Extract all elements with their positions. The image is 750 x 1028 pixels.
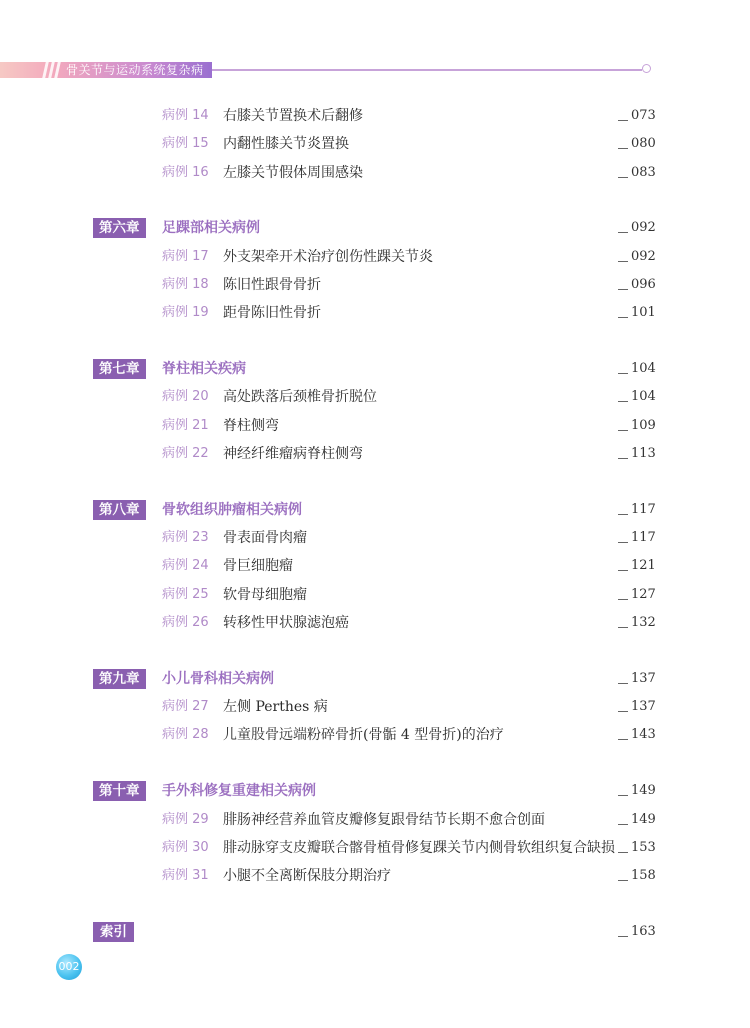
case-number-label: 病例 19: [162, 305, 209, 321]
page-number: 096: [631, 277, 656, 292]
toc-case-row[interactable]: [0, 527, 750, 549]
toc-case-row[interactable]: [0, 696, 750, 718]
page-number: 109: [631, 417, 656, 433]
case-title: 骨巨细胞瘤: [223, 558, 293, 575]
case-title: 小腿不全离断保肢分期治疗: [223, 868, 391, 885]
case-title: 神经纤维瘤病脊柱侧弯: [223, 446, 363, 462]
case-number-label: 病例 27: [162, 699, 209, 715]
case-number-label: 病例 23: [162, 530, 209, 546]
case-title: 距骨陈旧性骨折: [223, 305, 321, 322]
page-number: 113: [631, 446, 656, 461]
case-number-label: 病例 20: [162, 389, 209, 405]
toc-case-row[interactable]: [0, 274, 750, 296]
case-number-label: 病例 25: [162, 586, 209, 602]
toc-case-row[interactable]: [0, 133, 750, 155]
case-title: 儿童股骨远端粉碎骨折(骨骺 4 型骨折)的治疗: [223, 727, 504, 744]
toc-case-row[interactable]: [0, 809, 750, 831]
page-leader-dash: [618, 542, 628, 543]
chapter-title: 手外科修复重建相关病例: [162, 783, 316, 800]
toc-chapter-row[interactable]: [0, 358, 750, 380]
case-number-label: 病例 31: [162, 868, 209, 884]
chapter-number-badge: 第十章: [93, 781, 146, 801]
page-leader-dash: [618, 852, 628, 853]
page-number: 117: [631, 501, 656, 517]
page-number: 104: [631, 361, 656, 377]
page-number: 121: [631, 558, 656, 574]
case-title: 软骨母细胞瘤: [223, 586, 307, 603]
chapter-title: 小儿骨科相关病例: [162, 670, 274, 687]
case-title: 陈旧性跟骨骨折: [223, 277, 321, 293]
toc-case-row[interactable]: [0, 162, 750, 184]
case-title: 腓肠神经营养血管皮瓣修复跟骨结节长期不愈合创面: [223, 811, 545, 828]
toc-chapter-row[interactable]: [0, 780, 750, 802]
page-leader-dash: [618, 430, 628, 431]
page-leader-dash: [618, 570, 628, 571]
chapter-number-badge: 第六章: [93, 218, 146, 238]
case-number-label: 病例 28: [162, 727, 209, 743]
page-number-badge: 002: [56, 954, 82, 980]
case-title: 外支架牵开术治疗创伤性踝关节炎: [223, 248, 433, 265]
page-leader-dash: [618, 232, 628, 233]
case-title: 转移性甲状腺滤泡癌: [223, 615, 349, 631]
page-number: 158: [631, 868, 656, 884]
page-leader-dash: [618, 120, 628, 121]
case-title: 右膝关节置换术后翻修: [223, 108, 363, 124]
case-title: 腓动脉穿支皮瓣联合髂骨植骨修复踝关节内侧骨软组织复合缺损: [223, 839, 615, 856]
header-stripes-decoration: [42, 61, 64, 79]
toc-case-row[interactable]: [0, 302, 750, 324]
toc-case-row[interactable]: [0, 415, 750, 437]
case-number-label: 病例 17: [162, 248, 209, 264]
page-number: 117: [631, 530, 656, 546]
toc-case-row[interactable]: [0, 724, 750, 746]
page-number: 083: [631, 164, 656, 180]
page-leader-dash: [618, 373, 628, 374]
page-leader-dash: [618, 683, 628, 684]
case-number-label: 病例 30: [162, 839, 209, 855]
case-number-label: 病例 22: [162, 446, 209, 461]
page-leader-dash: [618, 795, 628, 796]
case-number-label: 病例 29: [162, 811, 209, 827]
page-leader-dash: [618, 739, 628, 740]
page-leader-dash: [618, 177, 628, 178]
case-title: 脊柱侧弯: [223, 417, 279, 434]
page-leader-dash: [618, 627, 628, 628]
toc-case-row[interactable]: [0, 246, 750, 268]
toc-case-row[interactable]: [0, 555, 750, 577]
page-number: 163: [631, 923, 656, 939]
case-title: 高处跌落后颈椎骨折脱位: [223, 389, 377, 406]
page-number: 080: [631, 136, 656, 152]
page-leader-dash: [618, 880, 628, 881]
case-title: 左侧 Perthes 病: [223, 699, 328, 716]
page-leader-dash: [618, 824, 628, 825]
toc-case-row[interactable]: [0, 837, 750, 859]
page-number: 104: [631, 389, 656, 405]
page-number: 132: [631, 615, 656, 630]
chapter-title: 足踝部相关病例: [162, 220, 260, 237]
header-rule-end-dot: [642, 64, 651, 73]
toc-chapter-row[interactable]: [0, 499, 750, 521]
page-leader-dash: [618, 458, 628, 459]
toc-case-row[interactable]: [0, 386, 750, 408]
toc-case-row[interactable]: [0, 865, 750, 887]
page-number: 092: [631, 248, 656, 264]
case-number-label: 病例 24: [162, 558, 209, 574]
case-number-label: 病例 21: [162, 417, 209, 433]
page-number: 153: [631, 839, 656, 855]
header-title: 骨关节与运动系统复杂病: [66, 63, 204, 77]
page-leader-dash: [618, 514, 628, 515]
page-number: 073: [631, 108, 656, 123]
toc-chapter-row[interactable]: [0, 668, 750, 690]
page-number: 149: [631, 811, 656, 827]
case-number-label: 病例 26: [162, 615, 209, 630]
chapter-number-badge: 索引: [93, 922, 134, 942]
page-number: 149: [631, 783, 656, 799]
case-title: 内翻性膝关节炎置换: [223, 136, 349, 153]
page-leader-dash: [618, 936, 628, 937]
chapter-title: 脊柱相关疾病: [162, 361, 246, 378]
page-number: 101: [631, 305, 656, 321]
chapter-number-badge: 第九章: [93, 669, 146, 689]
toc-case-row[interactable]: [0, 612, 750, 634]
page-leader-dash: [618, 148, 628, 149]
page-leader-dash: [618, 599, 628, 600]
chapter-number-badge: 第七章: [93, 359, 146, 379]
page-number: 143: [631, 727, 656, 743]
toc-chapter-row[interactable]: [0, 921, 750, 943]
page-number: 137: [631, 699, 656, 715]
case-number-label: 病例 15: [162, 136, 209, 152]
page-number: 092: [631, 220, 656, 236]
page-leader-dash: [618, 289, 628, 290]
case-title: 左膝关节假体周围感染: [223, 164, 363, 181]
page-leader-dash: [618, 261, 628, 262]
header-rule: [212, 69, 642, 71]
case-number-label: 病例 18: [162, 277, 209, 292]
running-header: [0, 58, 750, 82]
page-leader-dash: [618, 711, 628, 712]
toc-case-row[interactable]: [0, 584, 750, 606]
page-number: 137: [631, 670, 656, 686]
toc-case-row[interactable]: [0, 443, 750, 465]
toc-case-row[interactable]: [0, 105, 750, 127]
toc-chapter-row[interactable]: [0, 217, 750, 239]
case-number-label: 病例 16: [162, 164, 209, 180]
page-leader-dash: [618, 401, 628, 402]
chapter-title: 骨软组织肿瘤相关病例: [162, 501, 302, 518]
case-title: 骨表面骨肉瘤: [223, 530, 307, 547]
chapter-number-badge: 第八章: [93, 500, 146, 520]
case-number-label: 病例 14: [162, 108, 209, 123]
page-leader-dash: [618, 317, 628, 318]
page-number: 127: [631, 586, 656, 602]
